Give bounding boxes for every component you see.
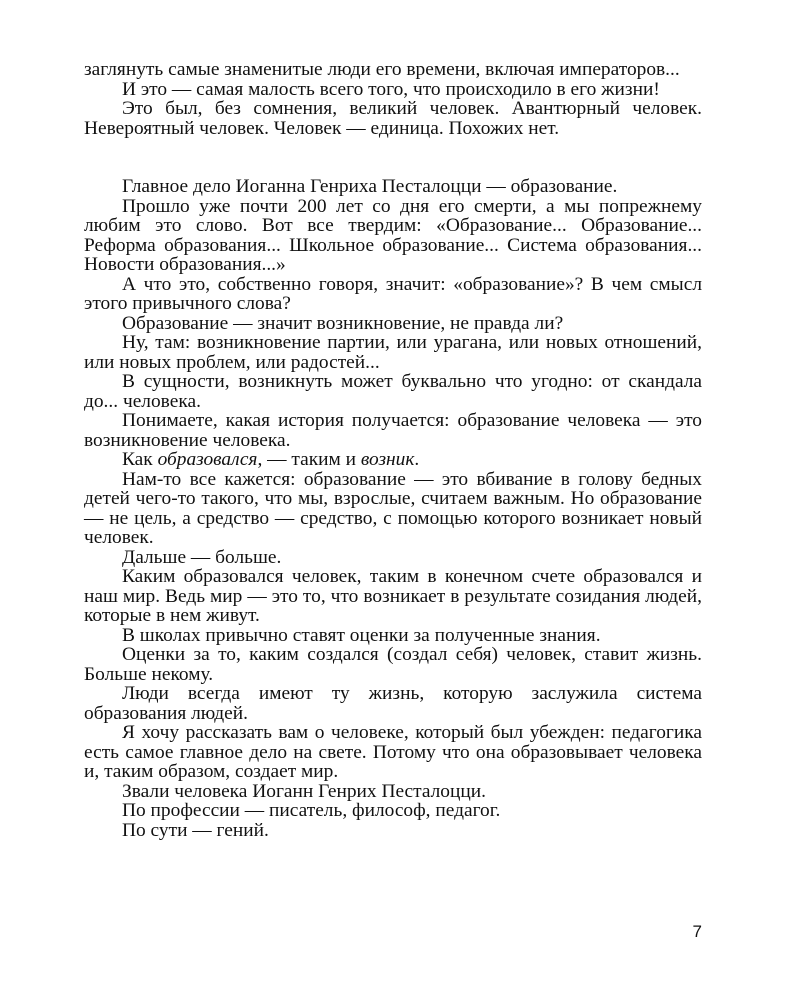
paragraph: Нам-то все кажется: образование — это вбивание в голову бедных детей чего-то такого, что мы, взрослые, считаем важным. Но образование — не цель, а средство — средство, с помощью которого возникает новый человек. xyxy=(84,468,702,548)
text-run: . xyxy=(414,449,420,470)
paragraph: Прошло уже почти 200 лет со дня его смерти, а мы попрежнему любим это слово. Вот все твердим: «Образование... Образование... Реформа образования... Школьное образование... Система образования... Новости образования...» xyxy=(84,195,702,275)
italic-word: возник xyxy=(360,449,415,470)
paragraph: Главное дело Иоганна Генриха Песталоцци — образование. xyxy=(122,176,618,197)
paragraph: Я хочу рассказать вам о человеке, который был убежден: педагогика есть самое главное дело на свете. Потому что она образовывает человека и, таким образом, создает мир. xyxy=(84,722,702,782)
paragraph: Образование — значит возникновение, не правда ли? xyxy=(122,312,564,334)
page-number: 7 xyxy=(692,922,702,941)
paragraph: В школах привычно ставят оценки за полученные знания. xyxy=(122,624,601,646)
page-body xyxy=(84,60,702,840)
italic-word: образовался xyxy=(157,449,258,470)
paragraph: В сущности, возникнуть может буквально что угодно: от скандала до... человека. xyxy=(84,371,702,412)
paragraph: Звали человека Иоганн Генрих Песталоцци. xyxy=(122,780,486,802)
paragraph: Это был, без сомнения, великий человек. Авантюрный человек. Невероятный человек. Человек — единица. Похожих нет. xyxy=(84,98,702,139)
paragraph: Каким образовался человек, таким в конечном счете образовался и наш мир. Ведь мир — это то, что возникает в результате созидания людей, которые в нем живут. xyxy=(84,566,702,626)
paragraph: Понимаете, какая история получается: образование человека — это возникновение человека. xyxy=(84,410,702,451)
paragraph: Оценки за то, каким создался (создал себя) человек, ставит жизнь. Больше некому. xyxy=(84,644,702,685)
text-run: Как xyxy=(122,449,158,470)
paragraph: И это — самая малость всего того, что происходило в его жизни! xyxy=(122,78,660,100)
paragraph: Дальше — больше. xyxy=(122,546,282,568)
paragraph-italic-emphasis xyxy=(84,450,702,470)
text-run: , — таким и xyxy=(257,449,361,470)
paragraph: По сути — гений. xyxy=(122,819,269,841)
paragraph: По профессии — писатель, философ, педагог. xyxy=(122,800,501,821)
section-break xyxy=(84,138,702,177)
paragraph: А что это, собственно говоря, значит: «образование»? В чем смысл этого привычного слова? xyxy=(84,273,702,314)
paragraph: заглянуть самые знаменитые люди его времени, включая императоров... xyxy=(84,59,680,80)
paragraph: Люди всегда имеют ту жизнь, которую заслужила система образования людей. xyxy=(84,683,702,724)
paragraph: Ну, там: возникновение партии, или урагана, или новых отношений, или новых проблем, или радостей... xyxy=(84,332,702,373)
